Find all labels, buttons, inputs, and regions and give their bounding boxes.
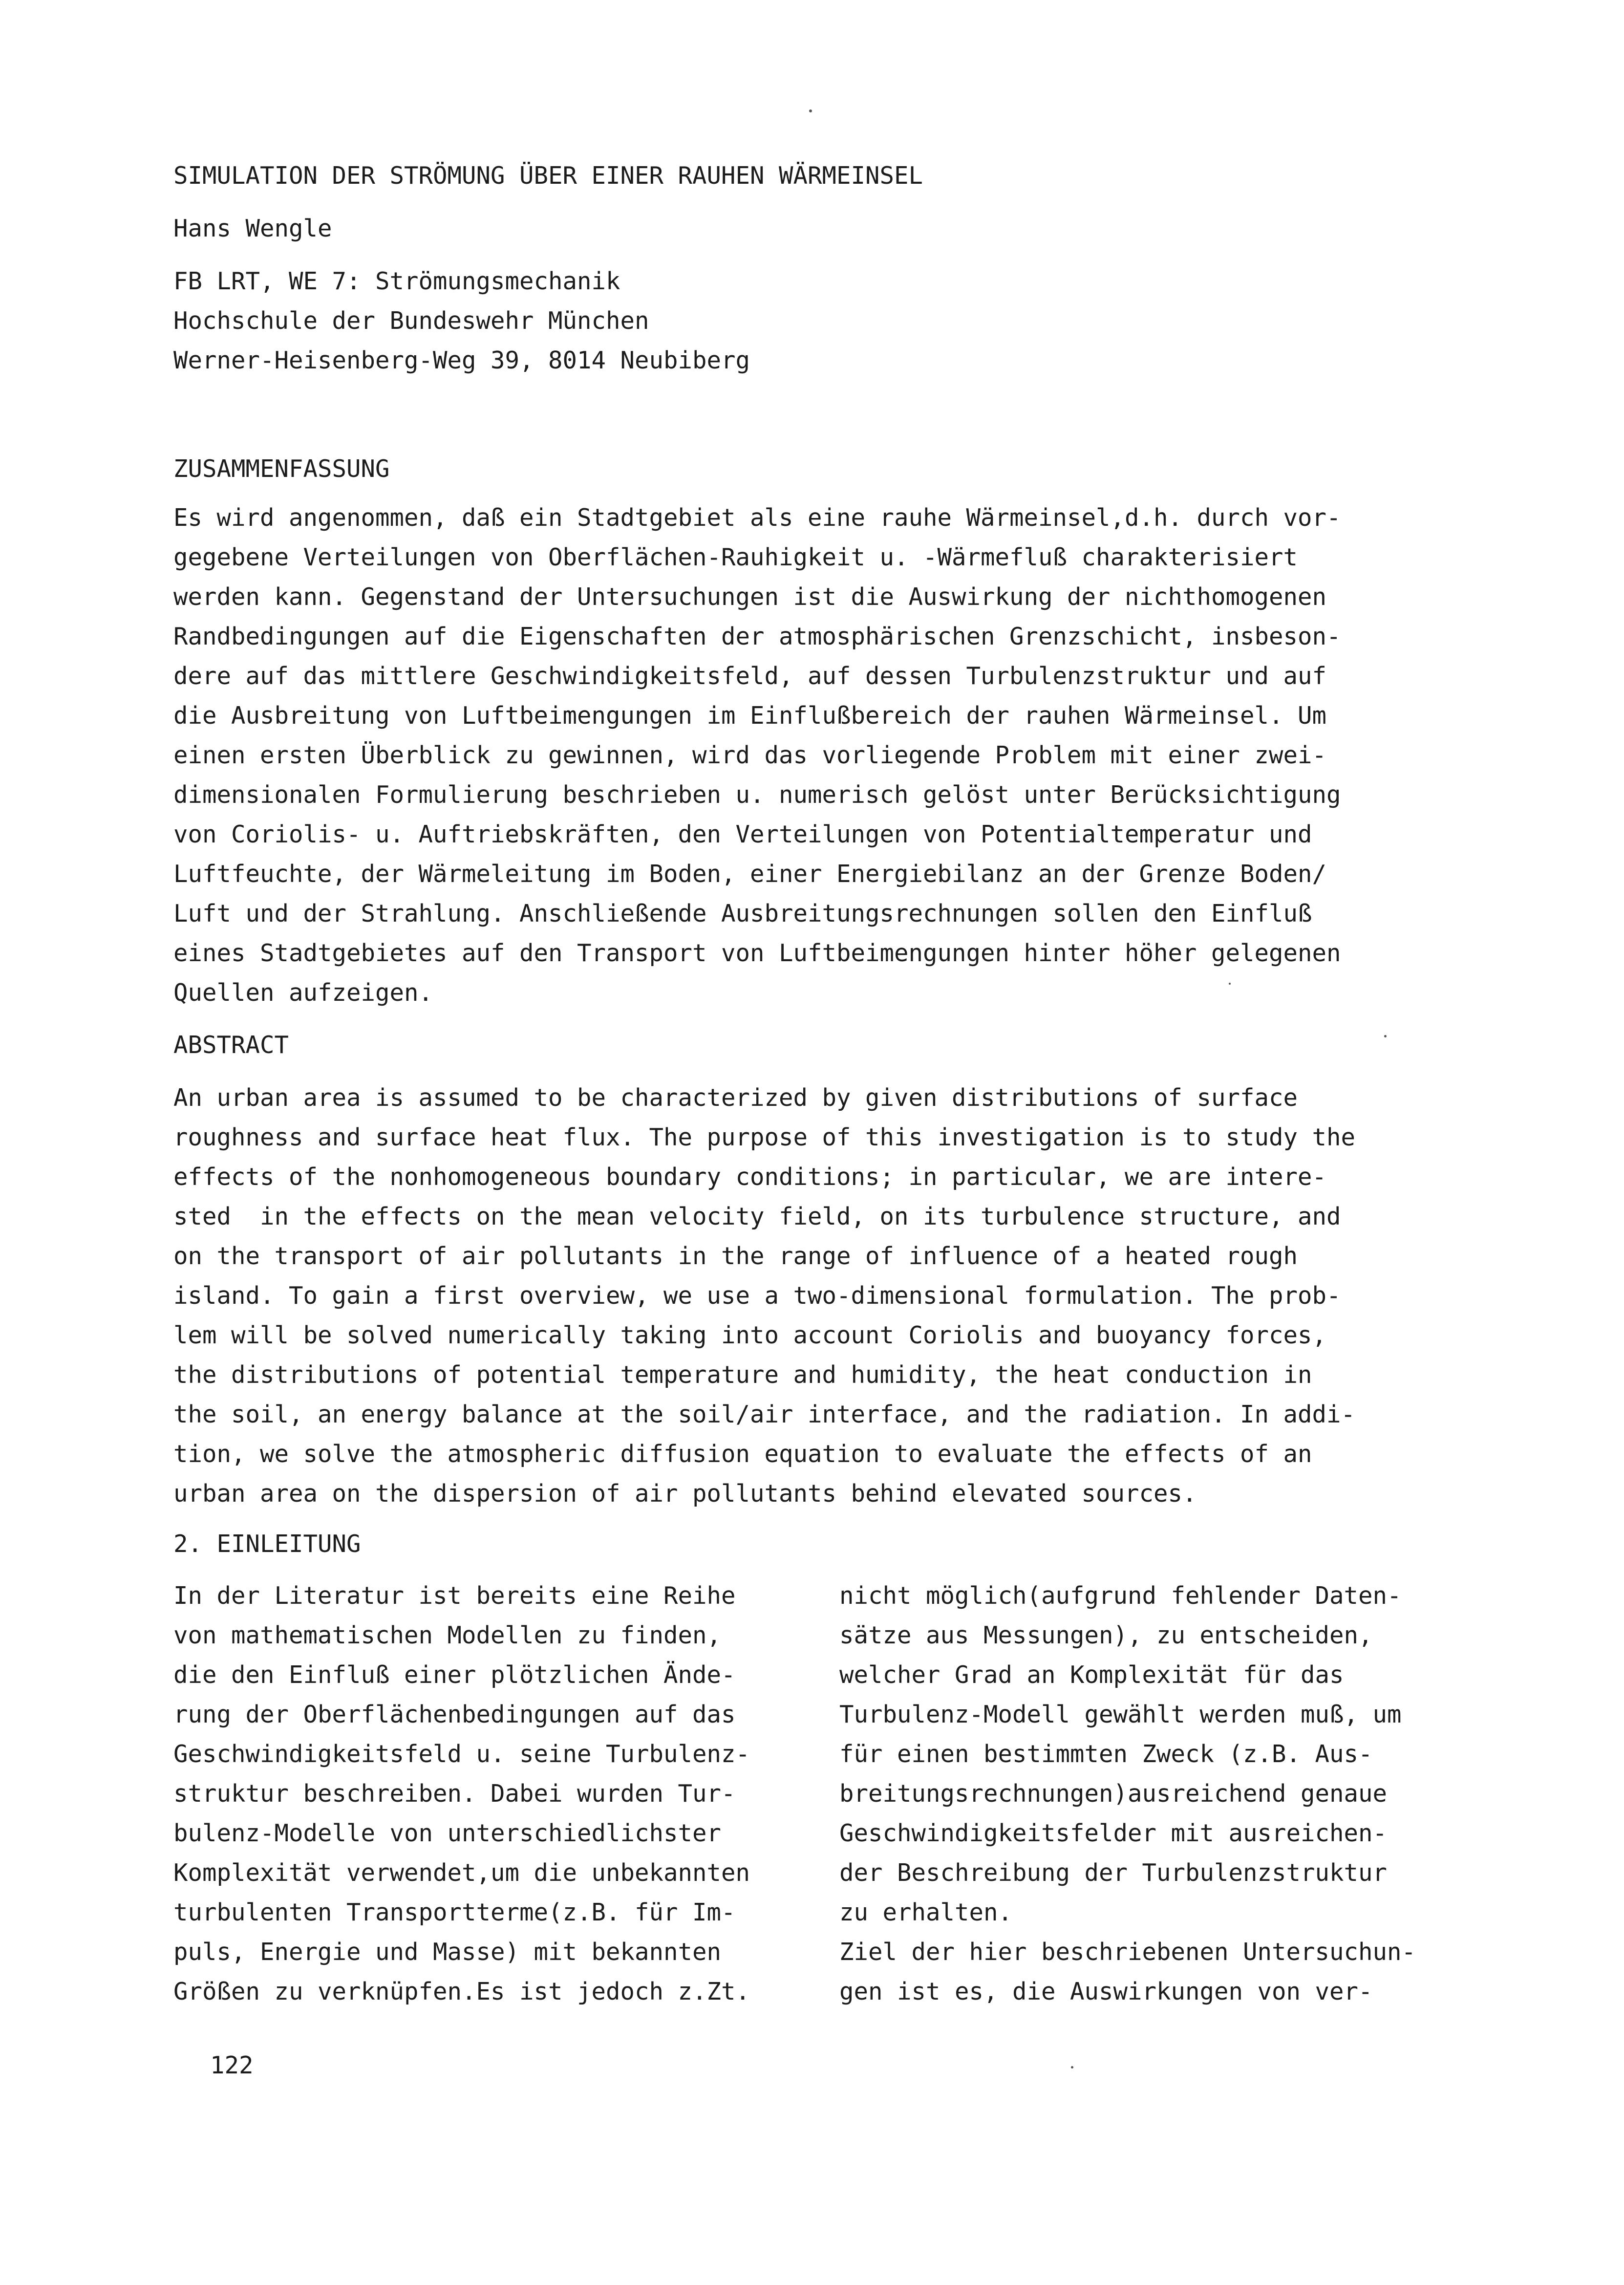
text-line: Ziel der hier beschriebenen Untersuchun- <box>839 1938 1416 1966</box>
text-line: lem will be solved numerically taking into account Coriolis and buoyancy forces, <box>173 1321 1327 1349</box>
text-line: breitungsrechnungen)ausreichend genaue <box>839 1780 1388 1808</box>
text-line: struktur beschreiben. Dabei wurden Tur- <box>173 1780 736 1808</box>
text-line: effects of the nonhomogeneous boundary conditions; in particular, we are intere- <box>173 1163 1327 1191</box>
text-line: werden kann. Gegenstand der Untersuchungen ist die Auswirkung der nichthomogenen <box>173 583 1327 611</box>
text-line: puls, Energie und Masse) mit bekannten <box>173 1938 722 1966</box>
text-line: für einen bestimmten Zweck (z.B. Aus- <box>839 1740 1373 1768</box>
affiliation-line: Werner-Heisenberg-Weg 39, 8014 Neubiberg <box>173 346 750 374</box>
affiliation-line: FB LRT, WE 7: Strömungsmechanik <box>173 267 620 295</box>
text-line: Randbedingungen auf die Eigenschaften der atmosphärischen Grenzschicht, insbeson- <box>173 623 1341 650</box>
text-line: tion, we solve the atmospheric diffusion equation to evaluate the effects of an <box>173 1440 1312 1468</box>
text-line: Geschwindigkeitsfeld u. seine Turbulenz- <box>173 1740 750 1768</box>
scan-speck <box>1071 2066 1073 2069</box>
text-line: sted in the effects on the mean velocity field, on its turbulence structure, and <box>173 1203 1341 1230</box>
text-line: eines Stadtgebietes auf den Transport von Luftbeimengungen hinter höher gelegenen <box>173 939 1341 967</box>
page-number: 122 <box>210 2051 254 2079</box>
text-line: zu erhalten. <box>839 1898 1013 1926</box>
text-line: dere auf das mittlere Geschwindigkeitsfeld, auf dessen Turbulenzstruktur und auf <box>173 662 1327 690</box>
zusammenfassung-heading: ZUSAMMENFASSUNG <box>173 455 390 483</box>
text-line: Luft und der Strahlung. Anschließende Ausbreitungsrechnungen sollen den Einfluß <box>173 900 1312 927</box>
text-line: der Beschreibung der Turbulenzstruktur <box>839 1859 1388 1887</box>
text-line: gen ist es, die Auswirkungen von ver- <box>839 1978 1373 2005</box>
text-line: sätze aus Messungen), zu entscheiden, <box>839 1621 1373 1649</box>
text-line: Geschwindigkeitsfelder mit ausreichen- <box>839 1819 1388 1847</box>
text-line: einen ersten Überblick zu gewinnen, wird das vorliegende Problem mit einer zwei- <box>173 741 1327 769</box>
affiliation-line: Hochschule der Bundeswehr München <box>173 307 649 335</box>
text-line: the soil, an energy balance at the soil/air interface, and the radiation. In addi- <box>173 1401 1356 1428</box>
text-line: urban area on the dispersion of air pollutants behind elevated sources. <box>173 1480 1197 1508</box>
scan-speck <box>809 109 812 112</box>
text-line: turbulenten Transportterme(z.B. für Im- <box>173 1898 736 1926</box>
abstract-heading: ABSTRACT <box>173 1031 289 1059</box>
text-line: Luftfeuchte, der Wärmeleitung im Boden, einer Energiebilanz an der Grenze Boden/ <box>173 860 1327 888</box>
text-line: die Ausbreitung von Luftbeimengungen im Einflußbereich der rauhen Wärmeinsel. Um <box>173 702 1327 730</box>
text-line: Größen zu verknüpfen.Es ist jedoch z.Zt. <box>173 1978 750 2005</box>
text-line: die den Einfluß einer plötzlichen Ände- <box>173 1661 736 1689</box>
text-line: rung der Oberflächenbedingungen auf das <box>173 1701 736 1728</box>
text-line: An urban area is assumed to be characterized by given distributions of surface <box>173 1084 1298 1112</box>
text-line: von mathematischen Modellen zu finden, <box>173 1621 722 1649</box>
text-line: roughness and surface heat flux. The purpose of this investigation is to study the <box>173 1123 1356 1151</box>
text-line: Quellen aufzeigen. <box>173 979 433 1007</box>
text-line: In der Literatur ist bereits eine Reihe <box>173 1582 736 1610</box>
text-line: island. To gain a first overview, we use a two-dimensional formulation. The prob- <box>173 1282 1341 1310</box>
text-line: on the transport of air pollutants in the range of influence of a heated rough <box>173 1242 1298 1270</box>
scan-speck <box>1229 983 1231 985</box>
text-line: Turbulenz-Modell gewählt werden muß, um <box>839 1701 1402 1728</box>
text-line: nicht möglich(aufgrund fehlender Daten- <box>839 1582 1402 1610</box>
text-line: Es wird angenommen, daß ein Stadtgebiet als eine rauhe Wärmeinsel,d.h. durch vor- <box>173 504 1341 532</box>
text-line: von Coriolis- u. Auftriebskräften, den Verteilungen von Potentialtemperatur und <box>173 820 1312 848</box>
paper-title: SIMULATION DER STRÖMUNG ÜBER EINER RAUHEN WÄRMEINSEL <box>173 162 923 190</box>
einleitung-heading: 2. EINLEITUNG <box>173 1530 361 1558</box>
text-line: gegebene Verteilungen von Oberflächen-Rauhigkeit u. -Wärmefluß charakterisiert <box>173 543 1298 571</box>
text-line: welcher Grad an Komplexität für das <box>839 1661 1344 1689</box>
author-name: Hans Wengle <box>173 215 332 242</box>
scan-speck <box>1384 1035 1387 1037</box>
text-line: Komplexität verwendet,um die unbekannten <box>173 1859 750 1887</box>
text-line: dimensionalen Formulierung beschrieben u. numerisch gelöst unter Berücksichtigung <box>173 781 1341 809</box>
text-line: bulenz-Modelle von unterschiedlichster <box>173 1819 722 1847</box>
text-line: the distributions of potential temperature and humidity, the heat conduction in <box>173 1361 1312 1389</box>
